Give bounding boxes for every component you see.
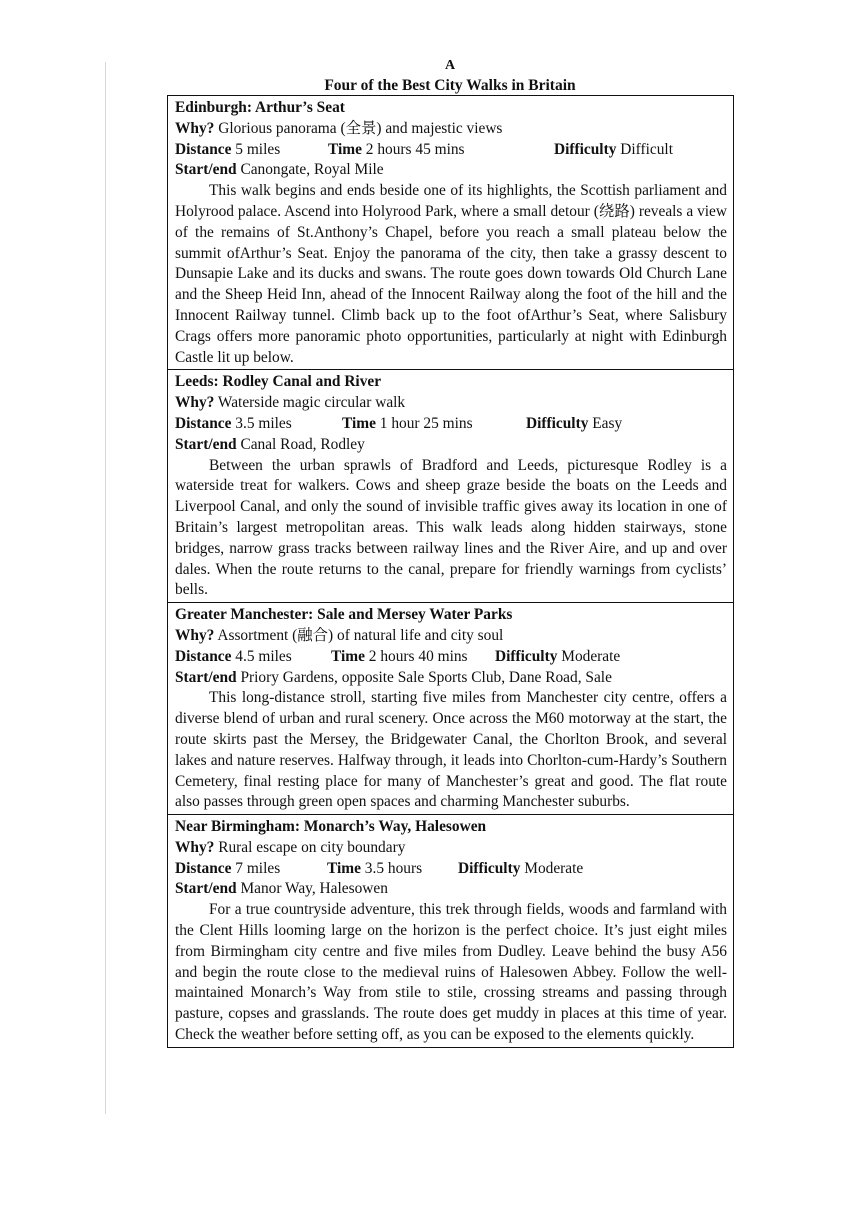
walk-title: Near Birmingham: Monarch’s Way, Halesowen (175, 818, 487, 836)
why-label: Why? (175, 626, 215, 644)
walk-why: Glorious panorama (全景) and majestic views (218, 119, 503, 137)
walk-entry-leeds (168, 369, 733, 602)
walk-difficulty: Easy (592, 414, 623, 432)
walk-entry-manchester (168, 602, 733, 814)
time-cell (342, 414, 526, 435)
walk-difficulty: Moderate (524, 859, 584, 877)
start-end-label: Start/end (175, 435, 237, 453)
walks-table (167, 95, 734, 1048)
walk-entry-edinburgh (168, 96, 733, 369)
difficulty-cell (495, 647, 620, 668)
walk-difficulty: Moderate (561, 647, 621, 665)
walk-start-row (175, 160, 727, 181)
start-end-label: Start/end (175, 668, 237, 686)
section-letter: A (444, 58, 456, 73)
walk-distance: 4.5 miles (235, 647, 292, 665)
walk-meta-row (175, 414, 727, 435)
walk-description: This long-distance stroll, starting five miles from Manchester city centre, offers a diverse blend of urban and rural scenery. Once across the M60 motorway at the start, the route skirts past the Mersey, the Bridgewater Canal, the Chorlton Brook, and several lakes and nature reserves. Halfway through, it leads into Chorlton-cum-Hardy’s Southern Cemetery, final resting place for many of Manchester’s great and good. The flat route also passes through green open spaces and charming Manchester suburbs. (175, 689, 727, 811)
time-cell (328, 140, 554, 161)
walk-start-end: Priory Gardens, opposite Sale Sports Club, Dane Road, Sale (240, 668, 612, 686)
walk-time: 1 hour 25 mins (379, 414, 473, 432)
difficulty-label: Difficulty (554, 140, 617, 158)
start-end-label: Start/end (175, 161, 237, 179)
time-label: Time (328, 140, 362, 158)
walk-why: Waterside magic circular walk (217, 394, 406, 412)
difficulty-label: Difficulty (458, 859, 521, 877)
distance-label: Distance (175, 647, 232, 665)
walk-time: 2 hours 40 mins (368, 647, 468, 665)
difficulty-cell (554, 140, 673, 161)
distance-cell (175, 647, 331, 668)
walk-time: 3.5 hours (364, 859, 423, 877)
walk-why: Rural escape on city boundary (218, 838, 406, 856)
walk-why: Assortment (融合) of natural life and city soul (217, 626, 504, 644)
walk-difficulty: Difficult (620, 140, 673, 158)
why-label: Why? (175, 119, 215, 137)
time-label: Time (342, 414, 376, 432)
walk-why-row (175, 838, 727, 859)
walk-description: This walk begins and ends beside one of its highlights, the Scottish parliament and Holyrood palace. Ascend into Holyrood Park, where a small detour (绕路) reveals a view of the remains of St.Anthony’s Chapel, before you reach a small plateau below the summit ofArthur’s Seat. Enjoy the panorama of the city, then take a grassy descent to Dunsapie Lake and its ducks and swans. The route goes down towards Old Church Lane and the Sheep Heid Inn, ahead of the Innocent Railway along the foot of the hill and the Innocent Railway tunnel. Climb back up to the foot ofArthur’s Seat, where Salisbury Crags offers more panoramic photo opportunities, particularly at night with Edinburgh Castle lit up below. (175, 182, 727, 366)
walk-why-row (175, 626, 727, 647)
walk-why-row (175, 393, 727, 414)
why-label: Why? (175, 394, 215, 412)
walk-start-end: Canongate, Royal Mile (240, 161, 384, 179)
distance-label: Distance (175, 414, 232, 432)
walk-distance: 5 miles (235, 140, 281, 158)
walk-why-row (175, 119, 727, 140)
distance-cell (175, 414, 342, 435)
difficulty-label: Difficulty (526, 414, 589, 432)
walk-meta-row (175, 140, 727, 161)
time-cell (327, 859, 458, 880)
walk-description: Between the urban sprawls of Bradford and Leeds, picturesque Rodley is a waterside treat for walkers. Cows and sheep graze beside the boats on the Leeds and Liverpool Canal, and only the sound of invisible traffic gives away its location in one of Britain’s largest metropolitan areas. This walk leads along hidden stairways, stone bridges, narrow grass tracks between railway lines and the River Aire, and up and over dales. When the route returns to the canal, prepare for friendly warnings from cyclists’ bells. (175, 456, 727, 599)
time-cell (331, 647, 495, 668)
walk-title: Greater Manchester: Sale and Mersey Water Parks (175, 606, 513, 624)
walk-time: 2 hours 45 mins (365, 140, 465, 158)
why-label: Why? (175, 838, 215, 856)
distance-cell (175, 140, 328, 161)
distance-cell (175, 859, 327, 880)
walk-start-row (175, 879, 727, 900)
walk-meta-row (175, 859, 727, 880)
walk-start-end: Canal Road, Rodley (240, 435, 365, 453)
walk-title: Leeds: Rodley Canal and River (175, 373, 382, 391)
walk-title: Edinburgh: Arthur’s Seat (175, 99, 345, 116)
walk-start-row (175, 668, 727, 689)
walk-distance: 7 miles (235, 859, 281, 877)
walk-start-row (175, 435, 727, 456)
page-margin-line (105, 62, 106, 1114)
distance-label: Distance (175, 859, 232, 877)
start-end-label: Start/end (175, 880, 237, 898)
difficulty-cell (458, 859, 583, 880)
walk-start-end: Manor Way, Halesowen (240, 880, 388, 898)
walk-distance: 3.5 miles (235, 414, 292, 432)
time-label: Time (331, 647, 365, 665)
time-label: Time (327, 859, 361, 877)
distance-label: Distance (175, 140, 232, 158)
difficulty-cell (526, 414, 622, 435)
page-title: Four of the Best City Walks in Britain (324, 77, 576, 94)
walk-entry-birmingham (168, 814, 733, 1047)
difficulty-label: Difficulty (495, 647, 558, 665)
walk-description: For a true countryside adventure, this trek through fields, woods and farmland with the Clent Hills looming large on the horizon is the perfect choice. It’s just eight miles from Birmingham city centre and five miles from Dudley. Leave behind the busy A56 and begin the route close to the medieval ruins of Halesowen Abbey. Follow the well-maintained Monarch’s Way from stile to stile, crossing streams and passing through pasture, copses and grasslands. The route does get muddy in places at this time of year. Check the weather before setting off, as you can be exposed to the elements quickly. (175, 901, 727, 1044)
walk-meta-row (175, 647, 727, 668)
